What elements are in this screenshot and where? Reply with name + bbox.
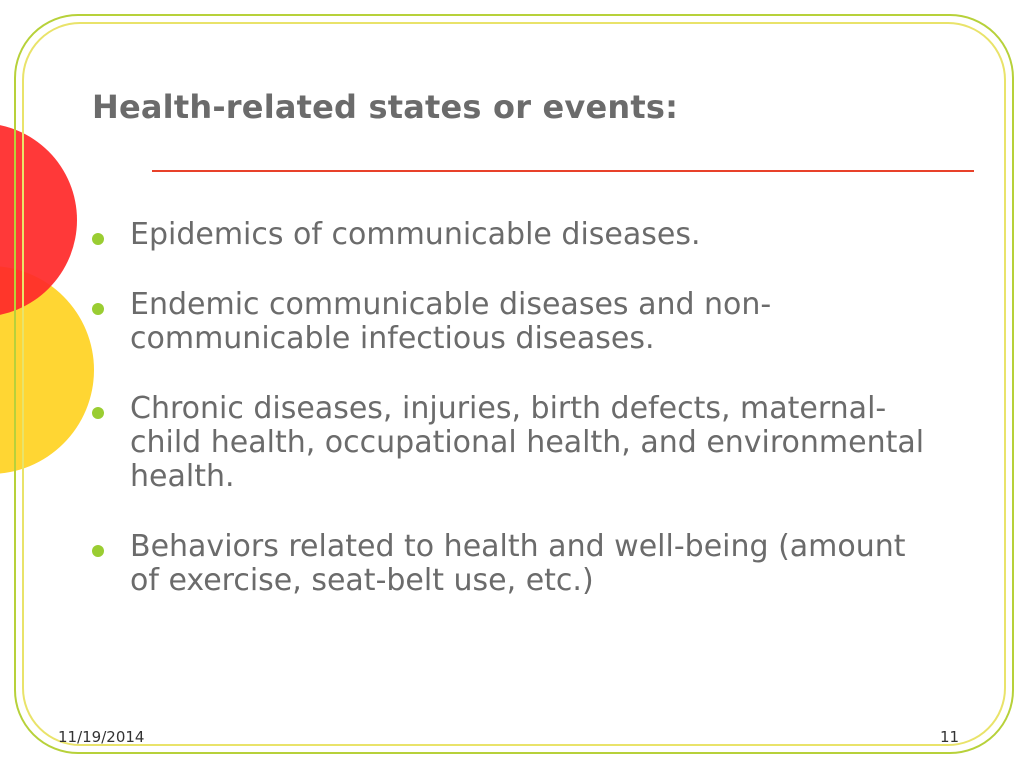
bullet-item: [92, 392, 932, 494]
bullet-dot-icon: [92, 303, 104, 315]
bullet-item: [92, 218, 932, 252]
bullet-dot-icon: [92, 545, 104, 557]
bullet-text: Epidemics of communicable diseases.: [130, 217, 701, 252]
bullet-text: Behaviors related to health and well-being (amount of exercise, seat-belt use, etc.): [130, 529, 906, 598]
footer-date: 11/19/2014: [58, 728, 145, 746]
bullet-item: [92, 288, 932, 356]
bullet-list: [92, 218, 932, 634]
title-divider: [152, 170, 974, 172]
bullet-dot-icon: [92, 233, 104, 245]
slide-title: Health-related states or events:: [92, 88, 679, 126]
bullet-dot-icon: [92, 407, 104, 419]
page-number: 11: [940, 728, 960, 746]
bullet-text: Chronic diseases, injuries, birth defects, maternal-child health, occupational health, and environmental health.: [130, 391, 925, 494]
bullet-item: [92, 530, 932, 598]
bullet-text: Endemic communicable diseases and non-communicable infectious diseases.: [130, 287, 772, 356]
